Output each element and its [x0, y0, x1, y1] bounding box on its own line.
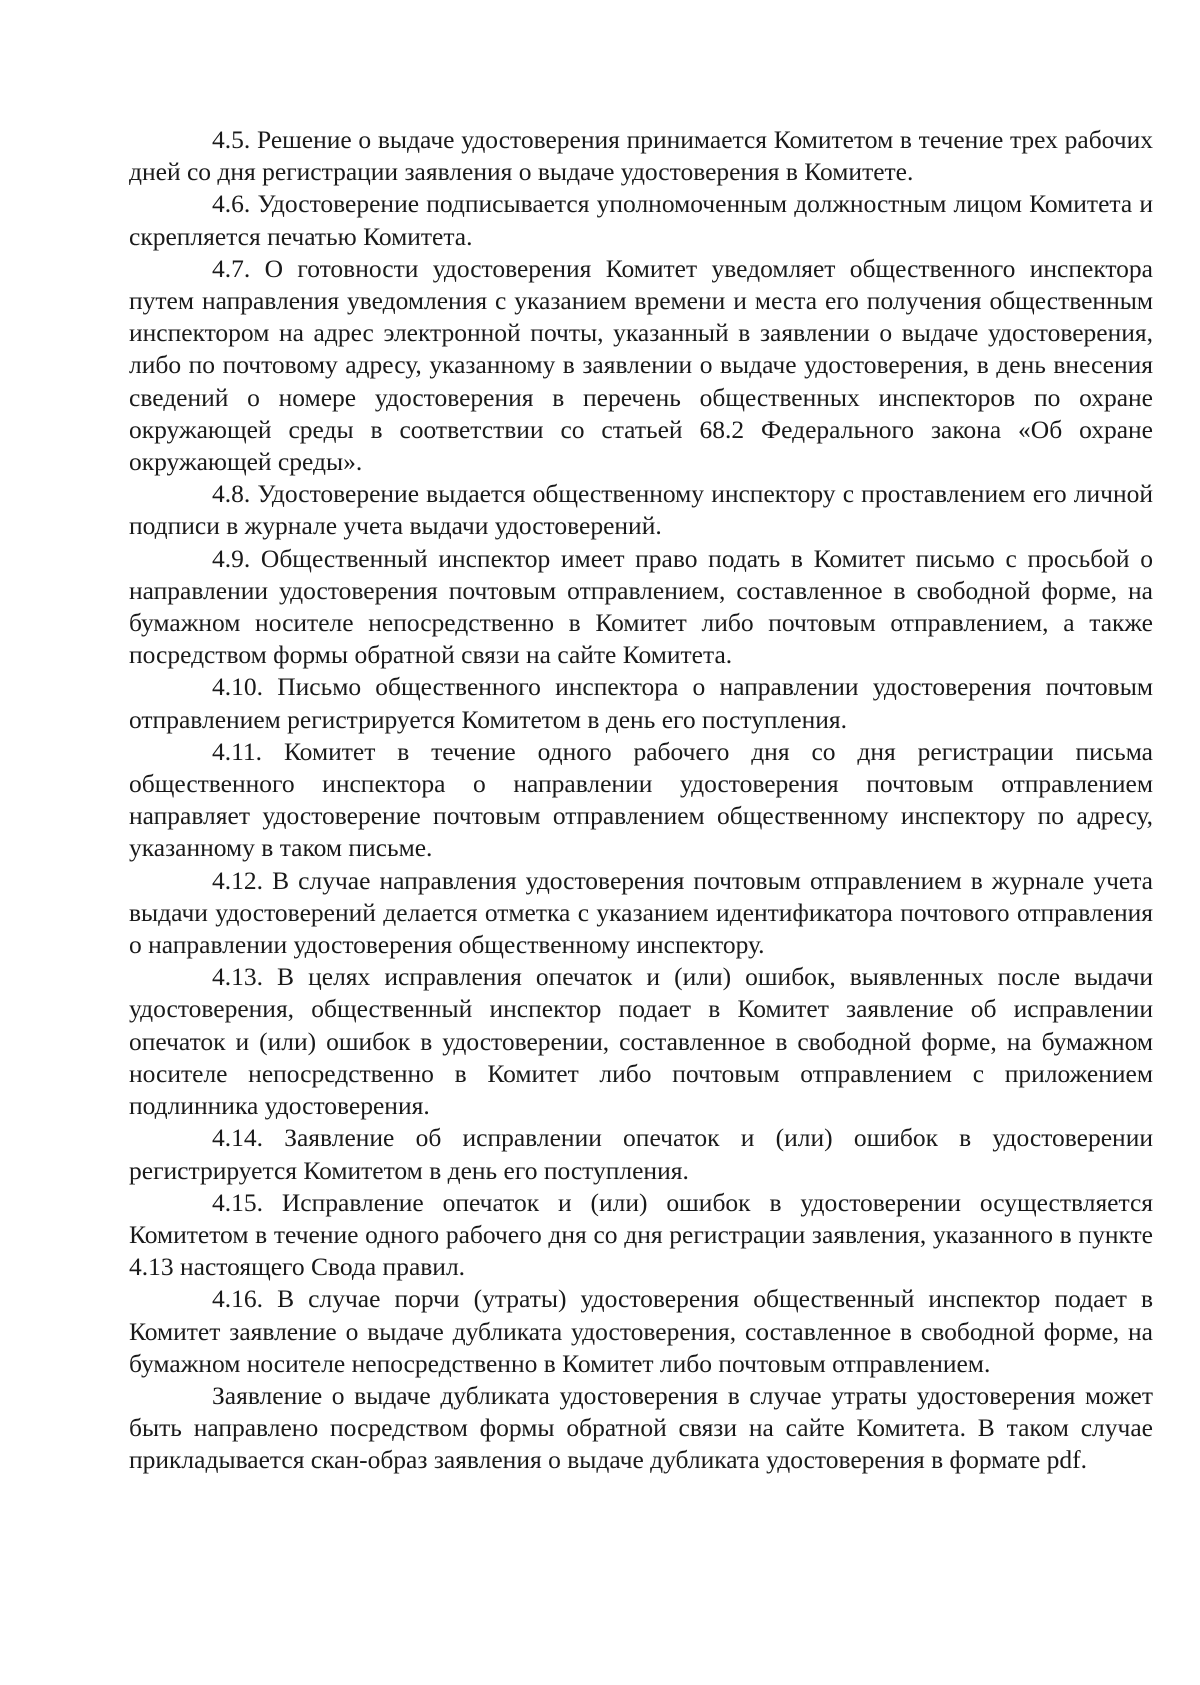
paragraph-4-12: 4.12. В случае направления удостоверения почтовым отправлением в журнале учета выдачи удостоверений делается отметка с указанием идентификатора почтового отправления о направлении удостоверения общественному инспектору.: [129, 865, 1153, 960]
paragraph-4-13: 4.13. В целях исправления опечаток и (или) ошибок, выявленных после выдачи удостоверения, общественный инспектор подает в Комитет заявление об исправлении опечаток и (или) ошибок в удостоверении, составленное в свободной форме, на бумажном носителе непосредственно в Комитет либо почтовым отправлением с приложением подлинника удостоверения.: [129, 962, 1153, 1121]
paragraph-duplicate-application: Заявление о выдаче дубликата удостоверения в случае утраты удостоверения может быть направлено посредством формы обратной связи на сайте Комитета. В таком случае прикладывается скан-образ заявления о выдаче дубликата удостоверения в формате pdf.: [129, 1380, 1153, 1475]
paragraph-4-10: 4.10. Письмо общественного инспектора о направлении удостоверения почтовым отправлением регистрируется Комитетом в день его поступления.: [129, 672, 1153, 734]
document-page: [129, 124, 1153, 1477]
paragraph-4-11: 4.11. Комитет в течение одного рабочего дня со дня регистрации письма общественного инспектора о направлении удостоверения почтовым отправлением направляет удостоверение почтовым отправлением общественному инспектору по адресу, указанному в таком письме.: [129, 736, 1153, 863]
paragraph-4-7: 4.7. О готовности удостоверения Комитет уведомляет общественного инспектора путем направления уведомления с указанием времени и места его получения общественным инспектором на адрес электронной почты, указанный в заявлении о выдаче удостоверения, либо по почтовому адресу, указанному в заявлении о выдаче удостоверения, в день внесения сведений о номере удостоверения в перечень общественных инспекторов по охране окружающей среды в соответствии со статьей 68.2 Федерального закона «Об охране окружающей среды».: [129, 253, 1153, 477]
paragraph-4-9: 4.9. Общественный инспектор имеет право подать в Комитет письмо с просьбой о направлении удостоверения почтовым отправлением, составленное в свободной форме, на бумажном носителе непосредственно в Комитет либо почтовым отправлением, а также посредством формы обратной связи на сайте Комитета.: [129, 543, 1153, 670]
paragraph-4-5: 4.5. Решение о выдаче удостоверения принимается Комитетом в течение трех рабочих дней со дня регистрации заявления о выдаче удостоверения в Комитете.: [129, 125, 1153, 187]
paragraph-4-15: 4.15. Исправление опечаток и (или) ошибок в удостоверении осуществляется Комитетом в течение одного рабочего дня со дня регистрации заявления, указанного в пункте 4.13 настоящего Свода правил.: [129, 1187, 1153, 1282]
paragraph-4-6: 4.6. Удостоверение подписывается уполномоченным должностным лицом Комитета и скрепляется печатью Комитета.: [129, 189, 1153, 251]
paragraph-4-14: 4.14. Заявление об исправлении опечаток и (или) ошибок в удостоверении регистрируется Комитетом в день его поступления.: [129, 1123, 1153, 1185]
paragraph-4-16: 4.16. В случае порчи (утраты) удостоверения общественный инспектор подает в Комитет заявление о выдаче дубликата удостоверения, составленное в свободной форме, на бумажном носителе непосредственно в Комитет либо почтовым отправлением.: [129, 1284, 1153, 1378]
paragraph-4-8: 4.8. Удостоверение выдается общественному инспектору с проставлением его личной подписи в журнале учета выдачи удостоверений.: [129, 479, 1153, 541]
